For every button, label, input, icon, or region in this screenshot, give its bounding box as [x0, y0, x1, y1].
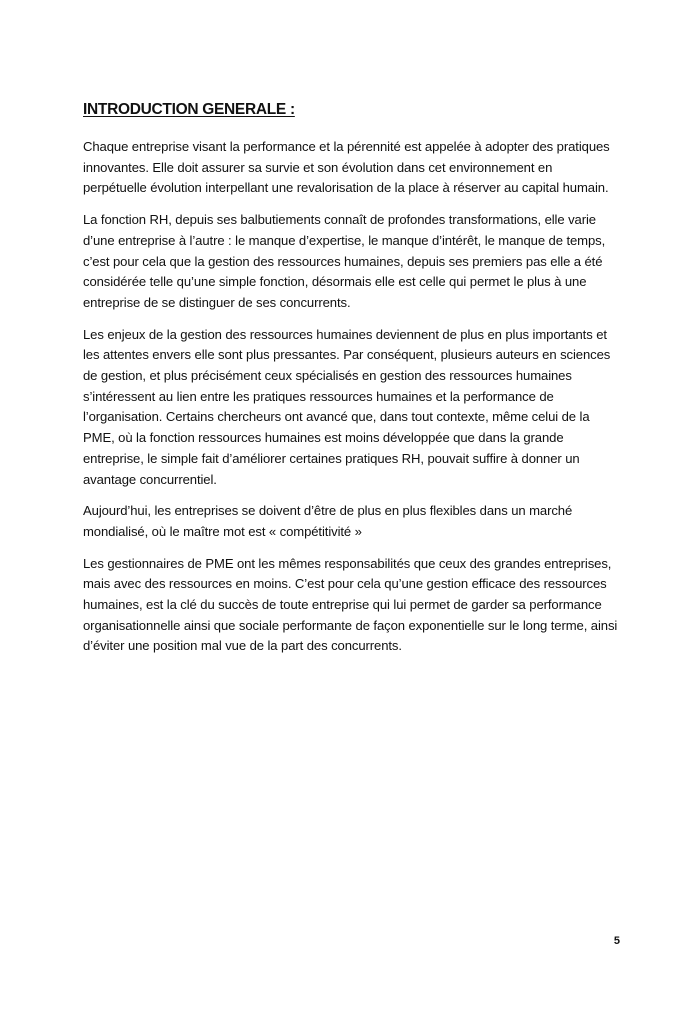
paragraph-fonction-rh: La fonction RH, depuis ses balbutiements connaît de profondes transformations, elle varie d’une entreprise à l’autre : le manque d’expertise, le manque d’intérêt, le manque de temps, c’est pour cela que la gestion des ressources humaines, depuis ses premiers pas elle a été considérée telle qu’une simple fonction, désormais elle est celle qui permet le plus à une entreprise de se distinguer de ses concurrents. — [83, 212, 606, 310]
section-heading: INTRODUCTION GENERALE : — [83, 101, 295, 118]
paragraph-enjeux: Les enjeux de la gestion des ressources humaines deviennent de plus en plus importants et les attentes envers elle sont plus pressantes. Par conséquent, plusieurs auteurs en sciences de gestion, et plus précisément ceux spécialisés en gestion des ressources humaines s’intéressent au lien entre les pratiques ressources humaines et la performance de l’organisation. Certains chercheurs ont avancé que, dans tout contexte, même celui de la PME, où la fonction ressources humaines est moins développée que dans la grande entreprise, le simple fait d’améliorer certaines pratiques RH, pouvait suffire à donner un avantage concurrentiel. — [83, 326, 611, 487]
page-number: 5 — [613, 935, 620, 947]
paragraph-intro: Chaque entreprise visant la performance et la pérennité est appelée à adopter des pratiques innovantes. Elle doit assurer sa survie et son évolution dans cet environnement en perpétuelle évolution interpellant une revalorisation de la place à réserver au capital humain. — [83, 139, 610, 196]
paragraph-gestionnaires-pme: Les gestionnaires de PME ont les mêmes responsabilités que ceux des grandes entreprises, mais avec des ressources en moins. C’est pour cela qu’une gestion efficace des ressources humaines, est la clé du succès de toute entreprise qui lui permet de garder sa performance organisationnelle ainsi que sociale performante de façon exponentielle sur le long terme, ainsi d’éviter une position mal vue de la part des concurrents. — [83, 555, 618, 654]
page-body — [83, 101, 618, 668]
paragraph-competitivite: Aujourd’hui, les entreprises se doivent d’être de plus en plus flexibles dans un marché mondialisé, où le maître mot est « compétitivité » — [83, 503, 573, 539]
